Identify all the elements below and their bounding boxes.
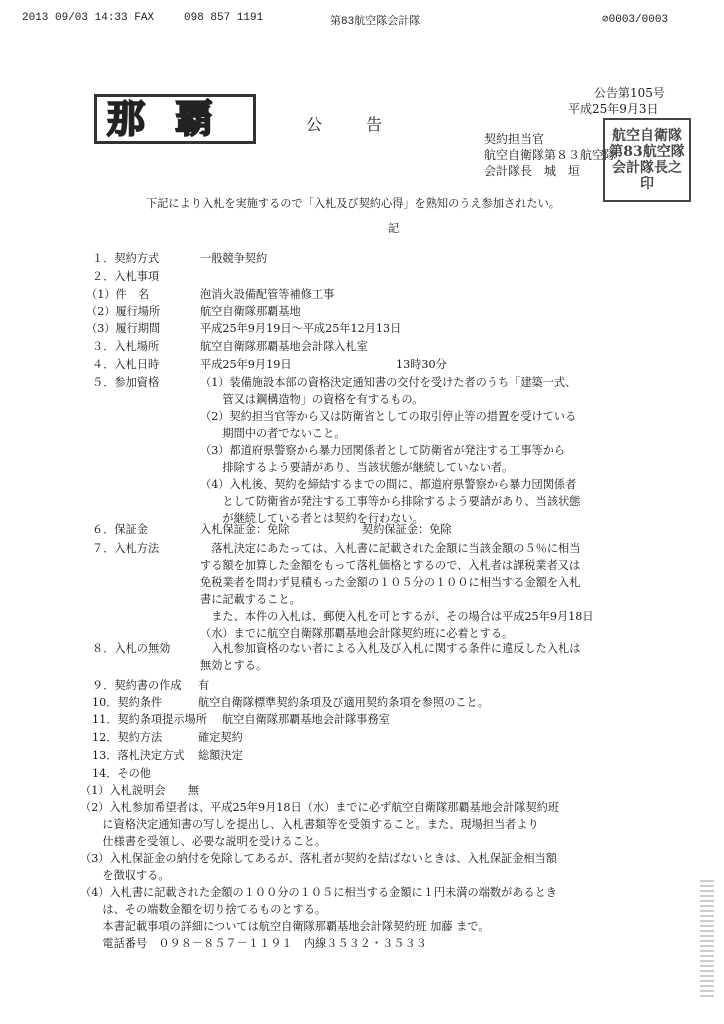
item5-line: （2）契約担当官等から又は防衛省としての取引停止等の措置を受けている [200,410,577,423]
item2-2-label: （2）履行場所 [86,305,161,318]
item2-label: ２．入札事項 [92,270,160,283]
item12-value: 確定契約 [198,731,243,744]
item8-text [200,640,580,674]
item7-line: （水）までに航空自衛隊那覇基地会計隊契約班に必着とする。 [200,627,514,640]
item7-line: する額を加算した金額をもって落札価格とするので、入札者は課税業者又は [200,559,581,572]
item3-label: ３．入札場所 [92,340,160,353]
item1-label: １．契約方式 [92,252,160,265]
item13-value: 総額決定 [198,749,243,762]
item14-line: （1）入札説明会 無 [80,784,199,797]
item5-line: として防衛省が発注する工事等から排除するよう要請があり、当該状態 [200,495,581,508]
item2-2-value: 航空自衛隊那覇基地 [200,305,301,318]
item14-line: 電話番号 ０９８－８５７－１１９１ 内線３５３２・３５３３ [80,937,427,950]
item6-bid-deposit: 入札保証金：免除 [200,523,290,536]
item5-line: が継続している者とは契約を行わない。 [200,512,424,525]
item2-1-value: 泡消火設備配管等補修工事 [200,288,335,301]
item12-label: 12．契約方法 [92,731,163,744]
item5-line: 排除するよう要請があり、当該状態が継続していない者。 [200,461,514,474]
item5-text [200,374,580,527]
item14-line: （4）入札書に記載された金額の１００分の１０５に相当する金額に１円未満の端数があるとき [80,886,557,899]
item2-3-value: 平成25年9月19日～平成25年12月13日 [200,322,402,335]
item9-value: 有 [198,679,210,692]
fax-datetime: 2013 09/03 14:33 FAX [22,12,155,24]
item7-text [200,540,594,642]
item3-value: 航空自衛隊那覇基地会計隊入札室 [200,340,368,353]
fax-page-number: 0003/0003 [608,14,669,26]
item14-line: は、その端数金額を切り捨てるものとする。 [80,903,327,916]
item5-label: ５．参加資格 [92,376,160,389]
fax-number: 098 857 1191 [184,12,264,24]
item8-label: ８．入札の無効 [92,642,171,655]
scan-edge-artifact [700,880,714,1000]
item8-line: 入札参加資格のない者による入札及び入札に関する条件に違反した入札は [200,642,581,655]
item14-line: （3）入札保証金の納付を免除してあるが、落札者が契約を結ばないときは、入札保証金相当額 [80,852,557,865]
notice-number: 公告第105号 [594,86,665,100]
notice-date: 平成25年9月3日 [568,102,659,116]
official-seal [603,118,691,202]
item7-line: また、本件の入札は、郵便入札を可とするが、その場合は平成25年9月18日 [200,610,594,623]
item7-line: 落札決定にあたっては、入札書に記載された金額に当該金額の５％に相当 [200,542,581,555]
item14-label: 14．その他 [92,767,151,780]
item14-line: を徴収する。 [80,869,170,882]
issuer-title: 契約担当官 [484,132,545,146]
seal-text: 航空自衛隊第83航空隊会計隊長之印 [609,128,685,192]
item6-contract-deposit: 契約保証金：免除 [362,523,452,536]
item5-line: （3）都道府県警察から暴力団関係者として防衛省が発注する工事等から [200,444,566,457]
item14-text [80,782,559,952]
item7-line: 書に記載すること。 [200,593,301,606]
intro-text: 下記により入札を実施するので「入札及び契約心得」を熟知のうえ参加されたい。 [146,197,560,210]
naha-stamp: 那覇 [94,94,256,144]
issuer-unit: 航空自衛隊第８３航空隊 [484,148,617,162]
item14-line: 仕様書を受領し、必要な説明を受けること。 [80,835,327,848]
item14-line: 本書記載事項の詳細については航空自衛隊那覇基地会計隊契約班 加藤 まで。 [80,920,490,933]
item5-line: 期間中の者でないこと。 [200,427,346,440]
fax-page [602,12,668,26]
ki-heading: 記 [388,222,400,235]
item4-time: 13時30分 [396,358,447,371]
issuer-name: 会計隊長 城 垣 [484,164,581,178]
item8-line: 無効とする。 [200,659,268,672]
item14-line: （2）入札参加希望者は、平成25年9月18日（水）までに必ず航空自衛隊那覇基地会計隊契約班 [80,801,560,814]
item10-label: 10．契約条件 [92,696,163,709]
item2-3-label: （3）履行期間 [86,322,161,335]
item2-1-label: （1）件 名 [86,288,150,301]
item6-label: ６．保証金 [92,523,148,536]
fax-sender: 第83航空隊会計隊 [330,16,421,28]
item1-value: 一般競争契約 [200,252,268,265]
fax-icon: ⊘ [602,14,609,26]
item13-label: 13．落札決定方式 [92,749,185,762]
item9-label: ９．契約書の作成 [92,679,182,692]
item4-label: ４．入札日時 [92,358,160,371]
item5-line: 管又は鋼構造物」の資格を有するもの。 [200,393,424,406]
item5-line: （1）装備施設本部の資格決定通知書の交付を受けた者のうち「建築一式、 [200,376,577,389]
item7-line: 免税業者を問わず見積もった金額の１０５分の１００に相当する金額を入札 [200,576,581,589]
item4-date: 平成25年9月19日 [200,358,292,371]
item10-value: 航空自衛隊標準契約条項及び適用契約条項を参照のこと。 [198,696,489,709]
item11-value: 航空自衛隊那覇基地会計隊事務室 [222,713,390,726]
item11-label: 11．契約条項提示場所 [92,713,207,726]
item14-line: に資格決定通知書の写しを提出し、入札書類等を受領すること。また、現場担当者より [80,818,539,831]
item5-line: （4）入札後、契約を締結するまでの間に、都道府県警察から暴力団関係者 [200,478,577,491]
notice-title: 公 告 [306,115,387,134]
item7-label: ７．入札方法 [92,542,160,555]
